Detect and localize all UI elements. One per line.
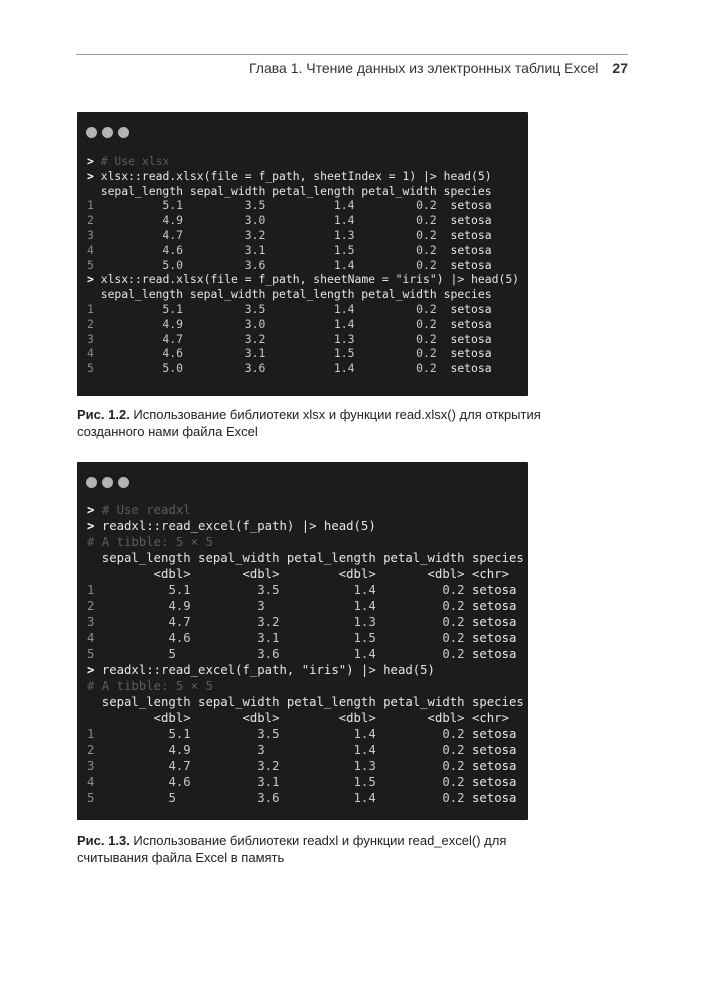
row-number: 4 — [87, 242, 94, 257]
code-line — [87, 598, 524, 614]
code-line — [87, 228, 519, 243]
code-text: setosa — [464, 791, 517, 805]
code-line — [87, 361, 519, 376]
code-text: setosa — [436, 257, 492, 272]
code-text: setosa — [436, 316, 492, 331]
row-number: 4 — [87, 346, 94, 361]
code-text: setosa — [464, 631, 517, 645]
window-controls — [86, 475, 134, 493]
code-text: setosa — [436, 361, 492, 376]
prompt-marker: > — [87, 272, 101, 287]
code-line — [87, 287, 519, 302]
code-line — [87, 243, 519, 258]
window-dot-icon — [118, 127, 129, 138]
numeric-values: 4.9 3.0 1.4 0.2 — [93, 213, 437, 228]
code-text: setosa — [436, 331, 492, 346]
code-line — [87, 582, 524, 598]
caption-label: Рис. 1.2. — [77, 407, 130, 422]
code-line — [87, 790, 524, 806]
code-line — [87, 502, 524, 518]
code-text: xlsx::read.xlsx(file = f_path, sheetIndex = 1) |> head(5) — [100, 168, 492, 183]
code-comment: # Use readxl — [101, 503, 191, 517]
prompt-marker: > — [87, 168, 101, 183]
prompt-marker: > — [87, 503, 102, 517]
caption-text: Использование библиотеки xlsx и функции read.xlsx() для открытия созданного нами файла Excel — [77, 407, 541, 439]
numeric-values: 4.7 3.2 1.3 0.2 — [93, 331, 437, 346]
window-dot-icon — [86, 127, 97, 138]
prompt-marker: > — [87, 519, 102, 533]
code-text: sepal_length sepal_width petal_length petal_width species — [87, 551, 524, 565]
code-text: setosa — [436, 213, 492, 228]
row-number: 2 — [87, 743, 95, 757]
window-dot-icon — [86, 477, 97, 488]
code-text: readxl::read_excel(f_path, "iris") |> head(5) — [101, 663, 435, 677]
numeric-values: 5 3.6 1.4 0.2 — [94, 791, 465, 805]
row-number: 2 — [87, 599, 95, 613]
code-text: setosa — [436, 242, 492, 257]
code-output — [87, 502, 524, 806]
code-line — [87, 742, 524, 758]
numeric-values: 4.6 3.1 1.5 0.2 — [94, 631, 465, 645]
code-text: setosa — [436, 227, 492, 242]
code-line — [87, 346, 519, 361]
code-line — [87, 726, 524, 742]
numeric-values: 4.7 3.2 1.3 0.2 — [94, 615, 465, 629]
code-line — [87, 614, 524, 630]
figure-1-terminal — [77, 112, 528, 396]
row-number: 5 — [87, 791, 95, 805]
row-number: 5 — [87, 647, 95, 661]
window-controls — [86, 125, 134, 143]
numeric-values: 5.0 3.6 1.4 0.2 — [93, 257, 437, 272]
code-line — [87, 198, 519, 213]
code-comment: # Use xlsx — [100, 154, 170, 168]
code-text: setosa — [464, 615, 517, 629]
running-head — [249, 60, 628, 76]
code-line — [87, 213, 519, 228]
caption-text: Использование библиотеки readxl и функции read_excel() для считывания файла Excel в память — [77, 833, 507, 865]
row-number: 4 — [87, 631, 95, 645]
code-text: setosa — [436, 346, 492, 361]
code-line — [87, 774, 524, 790]
code-line — [87, 317, 519, 332]
code-line — [87, 534, 524, 550]
code-text: <dbl> <dbl> <dbl> <dbl> <chr> — [87, 711, 509, 725]
code-line — [87, 518, 524, 534]
code-text: sepal_length sepal_width petal_length petal_width species — [87, 287, 492, 302]
code-text: setosa — [436, 301, 492, 316]
code-line — [87, 630, 524, 646]
numeric-values: 4.6 3.1 1.5 0.2 — [93, 346, 437, 361]
header-rule — [76, 54, 628, 55]
code-text: setosa — [464, 647, 517, 661]
code-comment: # A tibble: 5 × 5 — [87, 679, 213, 693]
figure-2-caption — [77, 832, 577, 866]
numeric-values: 5.1 3.5 1.4 0.2 — [93, 198, 437, 213]
prompt-marker: > — [87, 663, 102, 677]
row-number: 4 — [87, 775, 95, 789]
code-text: readxl::read_excel(f_path) |> head(5) — [101, 519, 376, 533]
numeric-values: 4.9 3 1.4 0.2 — [94, 743, 465, 757]
row-number: 1 — [87, 583, 95, 597]
code-line — [87, 550, 524, 566]
code-line — [87, 272, 519, 287]
code-line — [87, 332, 519, 347]
code-text: setosa — [464, 583, 517, 597]
code-line — [87, 258, 519, 273]
numeric-values: 5.1 3.5 1.4 0.2 — [94, 583, 465, 597]
code-comment: # A tibble: 5 × 5 — [87, 535, 213, 549]
code-line — [87, 710, 524, 726]
code-line — [87, 169, 519, 184]
row-number: 5 — [87, 257, 94, 272]
code-text: setosa — [464, 759, 517, 773]
code-text: setosa — [464, 599, 517, 613]
chapter-title: Глава 1. Чтение данных из электронных таблиц Excel — [249, 60, 599, 76]
figure-1-caption — [77, 406, 577, 440]
row-number: 1 — [87, 301, 94, 316]
code-text: setosa — [464, 727, 517, 741]
window-dot-icon — [118, 477, 129, 488]
row-number: 1 — [87, 727, 95, 741]
numeric-values: 4.9 3 1.4 0.2 — [94, 599, 465, 613]
numeric-values: 4.6 3.1 1.5 0.2 — [94, 775, 465, 789]
code-line — [87, 184, 519, 199]
page-number: 27 — [612, 60, 628, 76]
row-number: 3 — [87, 227, 94, 242]
prompt-marker: > — [87, 154, 101, 168]
code-line — [87, 154, 519, 169]
code-line — [87, 678, 524, 694]
code-text: setosa — [464, 775, 517, 789]
numeric-values: 4.7 3.2 1.3 0.2 — [93, 227, 437, 242]
code-line — [87, 566, 524, 582]
code-line — [87, 694, 524, 710]
numeric-values: 5 3.6 1.4 0.2 — [94, 647, 465, 661]
row-number: 3 — [87, 615, 95, 629]
row-number: 3 — [87, 331, 94, 346]
numeric-values: 5.1 3.5 1.4 0.2 — [94, 727, 465, 741]
figure-2-terminal — [77, 462, 528, 820]
code-text: sepal_length sepal_width petal_length petal_width species — [87, 183, 492, 198]
window-dot-icon — [102, 127, 113, 138]
code-text: setosa — [464, 743, 517, 757]
code-text: setosa — [436, 198, 492, 213]
code-text: sepal_length sepal_width petal_length petal_width species — [87, 695, 524, 709]
code-output — [87, 154, 519, 376]
code-line — [87, 302, 519, 317]
numeric-values: 4.9 3.0 1.4 0.2 — [93, 316, 437, 331]
code-text: xlsx::read.xlsx(file = f_path, sheetName = "iris") |> head(5) — [100, 272, 520, 287]
row-number: 5 — [87, 361, 94, 376]
numeric-values: 5.0 3.6 1.4 0.2 — [93, 361, 437, 376]
row-number: 3 — [87, 759, 95, 773]
numeric-values: 4.7 3.2 1.3 0.2 — [94, 759, 465, 773]
code-line — [87, 758, 524, 774]
code-line — [87, 662, 524, 678]
code-line — [87, 646, 524, 662]
row-number: 2 — [87, 316, 94, 331]
numeric-values: 4.6 3.1 1.5 0.2 — [93, 242, 437, 257]
code-text: <dbl> <dbl> <dbl> <dbl> <chr> — [87, 567, 509, 581]
numeric-values: 5.1 3.5 1.4 0.2 — [93, 301, 437, 316]
caption-label: Рис. 1.3. — [77, 833, 130, 848]
window-dot-icon — [102, 477, 113, 488]
row-number: 2 — [87, 213, 94, 228]
row-number: 1 — [87, 198, 94, 213]
